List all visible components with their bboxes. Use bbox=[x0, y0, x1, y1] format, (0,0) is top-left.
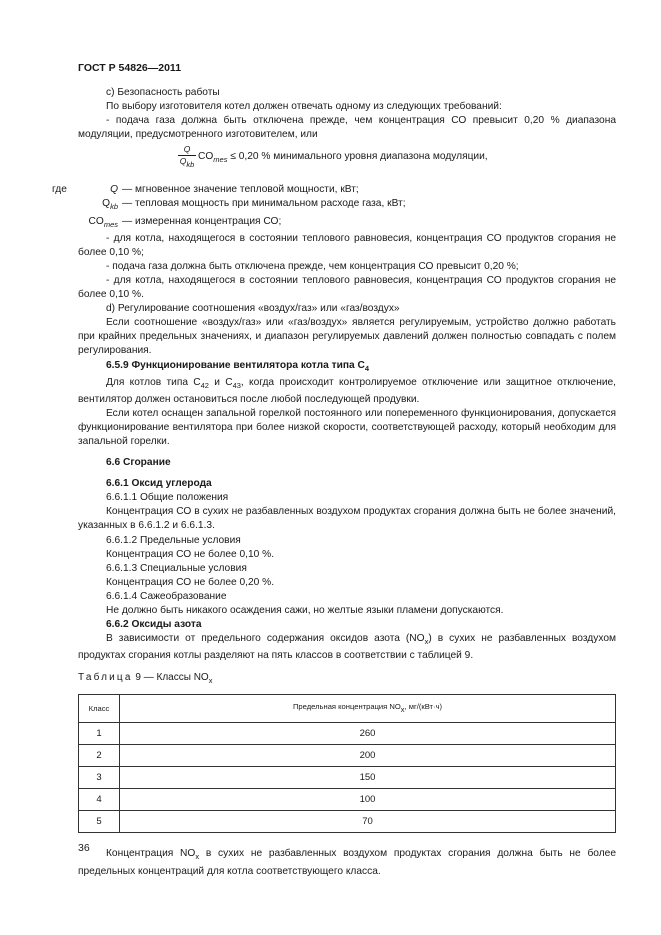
table-row bbox=[79, 811, 616, 833]
formula bbox=[78, 144, 616, 180]
paragraph: Если соотношение «воздух/газ» или «газ/воздух» является регулируемым, устройство должно работать при крайних предельных значениях, и диапазон регулируемых давлений должен полностью совпадать с полем регулирования. bbox=[78, 317, 616, 357]
paragraph: По выбору изготовителя котел должен отвечать одному из следующих требований: bbox=[106, 101, 502, 113]
definition-row: $CO_{mes}$ — измеренная концентрация СО; bbox=[88, 215, 282, 229]
cell-class: 1 bbox=[79, 723, 120, 745]
section-heading-6-6: 6.6 Сгорание bbox=[106, 457, 171, 469]
paragraph: Для котлов типа $C_{42}$ и $C_{43}$, когда происходит контролируемое отключение или защитное отключение, вентилятор должен остановиться после любой последующей продувки. bbox=[78, 376, 617, 405]
paragraph: Если котел оснащен запальной горелкой постоянного или попеременного функционирования, допускается функционирование вентилятора при более низкой скорости, соответствующей расходу, который необходим для запальной горелки. bbox=[78, 407, 616, 447]
column-header-limit: Предельная концентрация NOx, мг/(кВт·ч) bbox=[120, 695, 616, 723]
formula-fraction bbox=[178, 144, 196, 170]
cell-class: 2 bbox=[79, 745, 120, 767]
nox-classes-table bbox=[78, 694, 616, 833]
paragraph: Концентрация СО в сухих не разбавленных воздухом продуктах сгорания должна быть не более значений, указанных в 6.6.1.2 и 6.6.1.3. bbox=[78, 506, 616, 532]
subsection-heading: 6.6.1.1 Общие положения bbox=[106, 492, 229, 504]
paragraph: Концентрация $NO_x$ в сухих не разбавленных воздухом продуктах сгорания должна быть не более предельных концентраций для котла соответствующего класса. bbox=[78, 848, 617, 877]
cell-class: 4 bbox=[79, 789, 120, 811]
definition-row: $Q_{kb}$ — тепловая мощность при минимальном расходе газа, кВт; bbox=[102, 198, 406, 212]
page-content bbox=[52, 86, 617, 879]
list-item: - подача газа должна быть отключена прежде, чем концентрация СО превысит 0,20 %; bbox=[106, 260, 519, 272]
paragraph: Не должно быть никакого осаждения сажи, но желтые языки пламени допускаются. bbox=[106, 605, 504, 616]
section-heading-6-6-1: 6.6.1 Оксид углерода bbox=[106, 478, 212, 490]
formula-denominator: Qkb bbox=[179, 156, 195, 170]
table-header-row bbox=[79, 695, 616, 723]
section-heading-6-5-9: 6.5.9 Функционирование вентилятора котла типа $C_4$ bbox=[106, 359, 370, 373]
column-header-class: Класс bbox=[79, 695, 120, 723]
cell-limit: 100 bbox=[120, 789, 616, 811]
cell-limit: 150 bbox=[120, 767, 616, 789]
table-row bbox=[79, 789, 616, 811]
list-item-d: d) Регулирование соотношения «воздух/газ» или «газ/воздух» bbox=[106, 303, 400, 315]
subsection-heading: 6.6.1.4 Сажеобразование bbox=[106, 590, 227, 602]
list-item: - для котла, находящегося в состоянии теплового равновесия, концентрация СО продуктов сгорания не более 0,10 %. bbox=[78, 274, 616, 301]
cell-limit: 200 bbox=[120, 745, 616, 767]
paragraph: Концентрация СО не более 0,20 %. bbox=[106, 576, 275, 588]
cell-class: 5 bbox=[79, 811, 120, 833]
formula-numerator: Q bbox=[178, 144, 196, 156]
paragraph: Концентрация СО не более 0,10 %. bbox=[106, 548, 275, 560]
table-row bbox=[79, 767, 616, 789]
table-row bbox=[79, 723, 616, 745]
subsection-heading: 6.6.1.2 Предельные условия bbox=[106, 534, 241, 546]
table-caption: Таблица 9 — Классы $NO_x$ bbox=[78, 672, 213, 686]
page-number: 36 bbox=[78, 842, 90, 854]
definition-row: где Q — мгновенное значение тепловой мощности, кВт; bbox=[52, 184, 359, 196]
cell-class: 3 bbox=[79, 767, 120, 789]
list-item-c: c) Безопасность работы bbox=[106, 87, 220, 98]
cell-limit: 260 bbox=[120, 723, 616, 745]
definitions bbox=[52, 183, 616, 231]
section-heading-6-6-2: 6.6.2 Оксиды азота bbox=[106, 619, 202, 631]
paragraph: В зависимости от предельного содержания оксидов азота $(NO_x)$ в сухих не разбавленных воздухом продуктах сгорания котлы разделяют на пять классов в соответствии с таблицей 9. bbox=[78, 633, 616, 662]
cell-limit: 70 bbox=[120, 811, 616, 833]
table-row bbox=[79, 745, 616, 767]
list-item: - для котла, находящегося в состоянии теплового равновесия, концентрация СО продуктов сгорания не более 0,10 %; bbox=[78, 232, 616, 258]
list-item: - подача газа должна быть отключена прежде, чем концентрация СО превысит 0,20 % диапазона модуляции, предусмотренного изготовителем, или bbox=[78, 115, 616, 141]
subsection-heading: 6.6.1.3 Специальные условия bbox=[106, 562, 247, 574]
document-header: ГОСТ Р 54826—2011 bbox=[78, 62, 182, 74]
formula-expression: $CO_{mes} \le 0,20$ % минимального уровня диапазона модуляции, bbox=[198, 151, 488, 165]
